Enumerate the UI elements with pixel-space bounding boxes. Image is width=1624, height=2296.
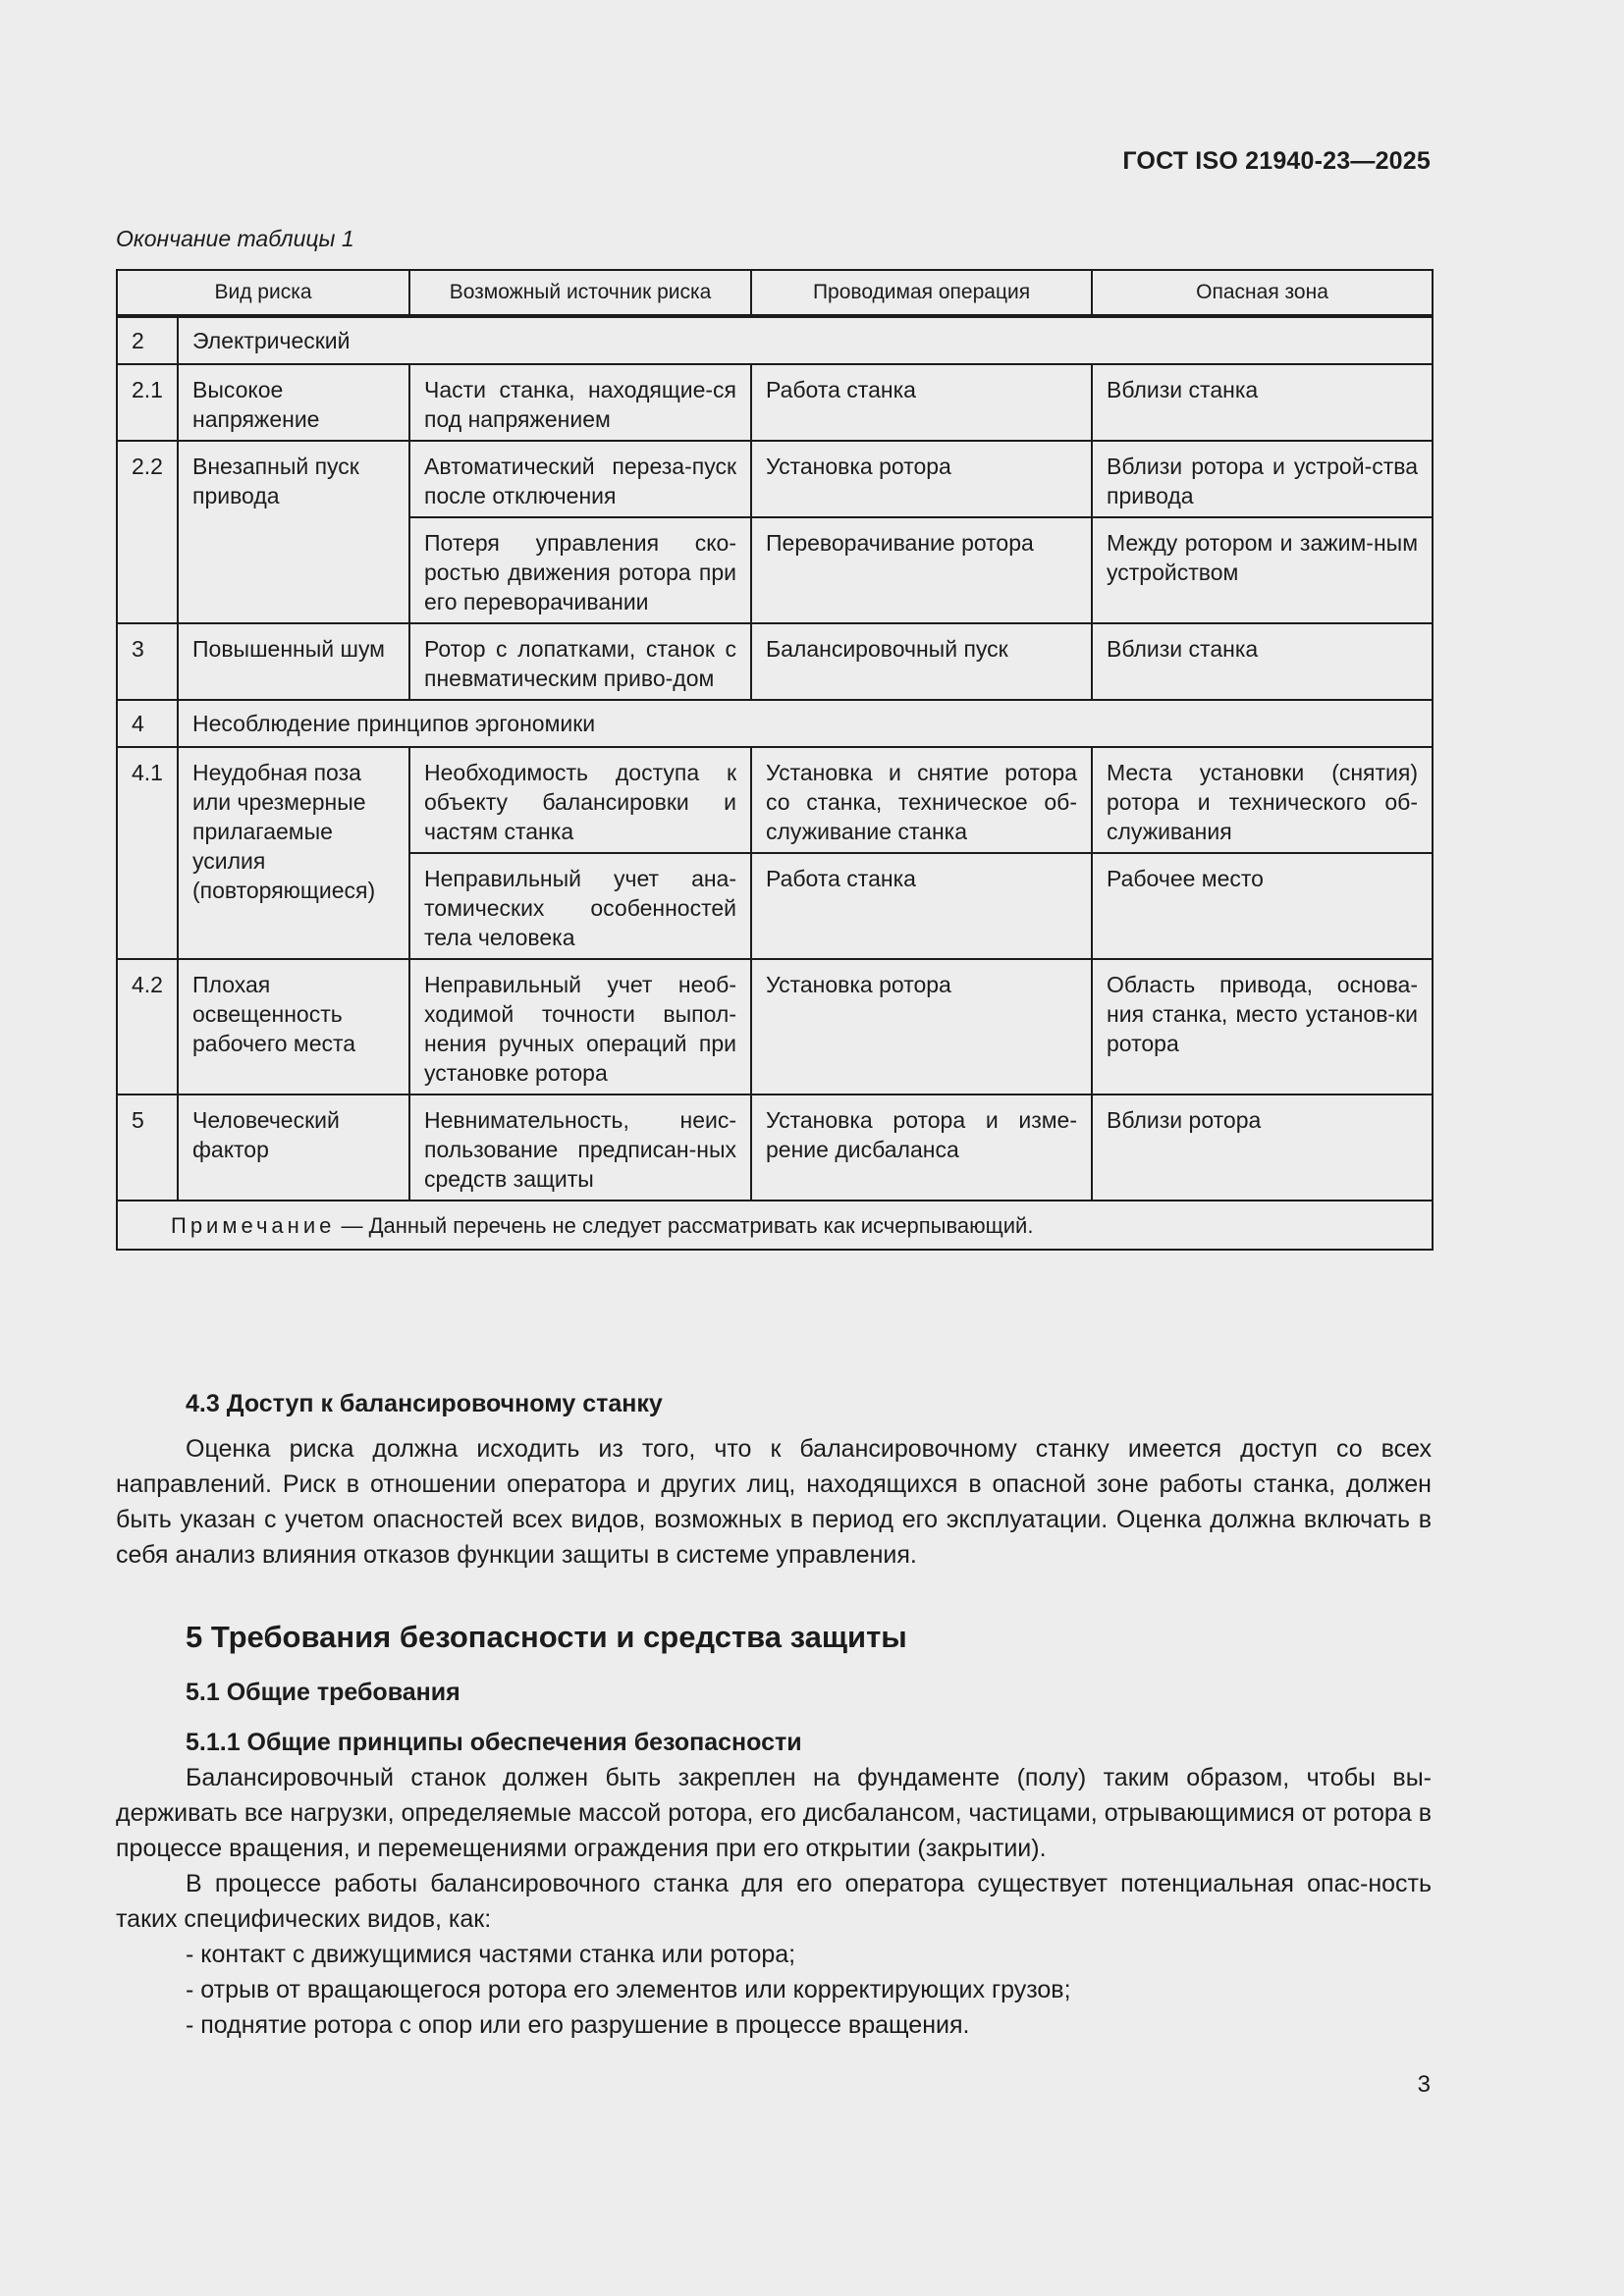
- table-row: [117, 700, 1433, 747]
- table-note: [117, 1201, 1433, 1250]
- table-row: [117, 747, 1433, 853]
- hazard-zone: Область привода, основа-ния станка, место установ-ки ротора: [1092, 959, 1433, 1095]
- risk-type: Человеческий фактор: [178, 1095, 409, 1201]
- risk-source: Ротор с лопатками, станок с пневматическим приво-дом: [409, 623, 751, 700]
- row-number: 2: [117, 316, 178, 364]
- risk-type: Неудобная поза или чрезмерные прилагаемые усилия (повторяющиеся): [178, 747, 409, 959]
- risk-type: Повышенный шум: [178, 623, 409, 700]
- paragraph: В процессе работы балансировочного станка для его оператора существует потенциальная опас-ность таких специфических видов, как:: [116, 1870, 1432, 1933]
- table-row: [117, 441, 1433, 517]
- column-header: Вид риска: [117, 270, 409, 316]
- risk-source: Необходимость доступа к объекту балансировки и частям станка: [409, 747, 751, 853]
- operation: Установка ротора: [751, 441, 1092, 517]
- risk-table: [116, 269, 1434, 1251]
- column-header: Опасная зона: [1092, 270, 1433, 316]
- paragraph: Балансировочный станок должен быть закреплен на фундаменте (полу) таким образом, чтобы вы-держивать все нагрузки, определяемые массой ротора, его дисбалансом, частицами, отрывающимися от ротора в процессе вращения, и перемещениями ограждения при его открытии (закрытии).: [116, 1764, 1432, 1862]
- risk-source: Невнимательность, неис-пользование предписан-ных средств защиты: [409, 1095, 751, 1201]
- row-number: 3: [117, 623, 178, 700]
- subsection-heading: 5.1 Общие требования: [186, 1679, 460, 1706]
- row-number: 4.1: [117, 747, 178, 959]
- table-row: [117, 1095, 1433, 1201]
- hazard-zone: Рабочее место: [1092, 853, 1433, 959]
- section-heading: 5 Требования безопасности и средства защиты: [186, 1620, 907, 1654]
- table-row: [117, 316, 1433, 364]
- page-number: 3: [1417, 2071, 1431, 2098]
- table-row: [117, 364, 1433, 441]
- group-title: Несоблюдение принципов эргономики: [178, 700, 1433, 747]
- row-number: 4: [117, 700, 178, 747]
- row-number: 2.2: [117, 441, 178, 623]
- table-caption: Окончание таблицы 1: [116, 226, 354, 251]
- operation: Работа станка: [751, 364, 1092, 441]
- table-row: [117, 623, 1433, 700]
- hazard-zone: Вблизи ротора и устрой-ства привода: [1092, 441, 1433, 517]
- risk-source: Потеря управления ско-ростью движения ротора при его переворачивании: [409, 517, 751, 623]
- table-note-row: [117, 1201, 1433, 1250]
- operation: Установка ротора: [751, 959, 1092, 1095]
- hazard-zone: Вблизи станка: [1092, 623, 1433, 700]
- section-4-3: [116, 1386, 1432, 1573]
- document-code: ГОСТ ISO 21940-23—2025: [1122, 147, 1431, 175]
- hazard-zone: Между ротором и зажим-ным устройством: [1092, 517, 1433, 623]
- operation: Установка и снятие ротора со станка, техническое об-служивание станка: [751, 747, 1092, 853]
- note-text: — Данный перечень не следует рассматривать как исчерпывающий.: [335, 1213, 1034, 1238]
- risk-source: Неправильный учет ана-томических особенностей тела человека: [409, 853, 751, 959]
- operation: Установка ротора и изме-рение дисбаланса: [751, 1095, 1092, 1201]
- operation: Переворачивание ротора: [751, 517, 1092, 623]
- operation: Балансировочный пуск: [751, 623, 1092, 700]
- hazard-zone: Места установки (снятия) ротора и технического об-служивания: [1092, 747, 1433, 853]
- operation: Работа станка: [751, 853, 1092, 959]
- row-number: 2.1: [117, 364, 178, 441]
- subsection-heading: 5.1.1 Общие принципы обеспечения безопасности: [186, 1729, 802, 1756]
- risk-source: Неправильный учет необ-ходимой точности выпол-нения ручных операций при установке ротора: [409, 959, 751, 1095]
- note-label: Примечание: [171, 1213, 336, 1238]
- hazard-zone: Вблизи станка: [1092, 364, 1433, 441]
- row-number: 5: [117, 1095, 178, 1201]
- paragraph: Оценка риска должна исходить из того, что к балансировочному станку имеется доступ со всех направлений. Риск в отношении оператора и других лиц, находящихся в опасной зоне работы станка, должен быть указан с учетом опасностей всех видов, возможных в период его эксплуатации. Оценка должна включать в себя анализ влияния отказов функции защиты в системе управления.: [116, 1435, 1432, 1569]
- risk-source: Части станка, находящие-ся под напряжением: [409, 364, 751, 441]
- table-header-row: [117, 270, 1433, 316]
- list-item: - отрыв от вращающегося ротора его элементов или корректирующих грузов;: [186, 1976, 1071, 2003]
- section-5: [116, 1620, 1432, 2043]
- risk-type: Внезапный пуск привода: [178, 441, 409, 623]
- column-header: Проводимая операция: [751, 270, 1092, 316]
- group-title: Электрический: [178, 316, 1433, 364]
- risk-source: Автоматический переза-пуск после отключения: [409, 441, 751, 517]
- column-header: Возможный источник риска: [409, 270, 751, 316]
- risk-type: Высокое напряжение: [178, 364, 409, 441]
- risk-type: Плохая освещенность рабочего места: [178, 959, 409, 1095]
- list-item: - поднятие ротора с опор или его разрушение в процессе вращения.: [186, 2011, 970, 2039]
- hazard-zone: Вблизи ротора: [1092, 1095, 1433, 1201]
- section-heading: 4.3 Доступ к балансировочному станку: [186, 1390, 663, 1417]
- list-item: - контакт с движущимися частями станка или ротора;: [186, 1941, 796, 1968]
- table-row: [117, 959, 1433, 1095]
- row-number: 4.2: [117, 959, 178, 1095]
